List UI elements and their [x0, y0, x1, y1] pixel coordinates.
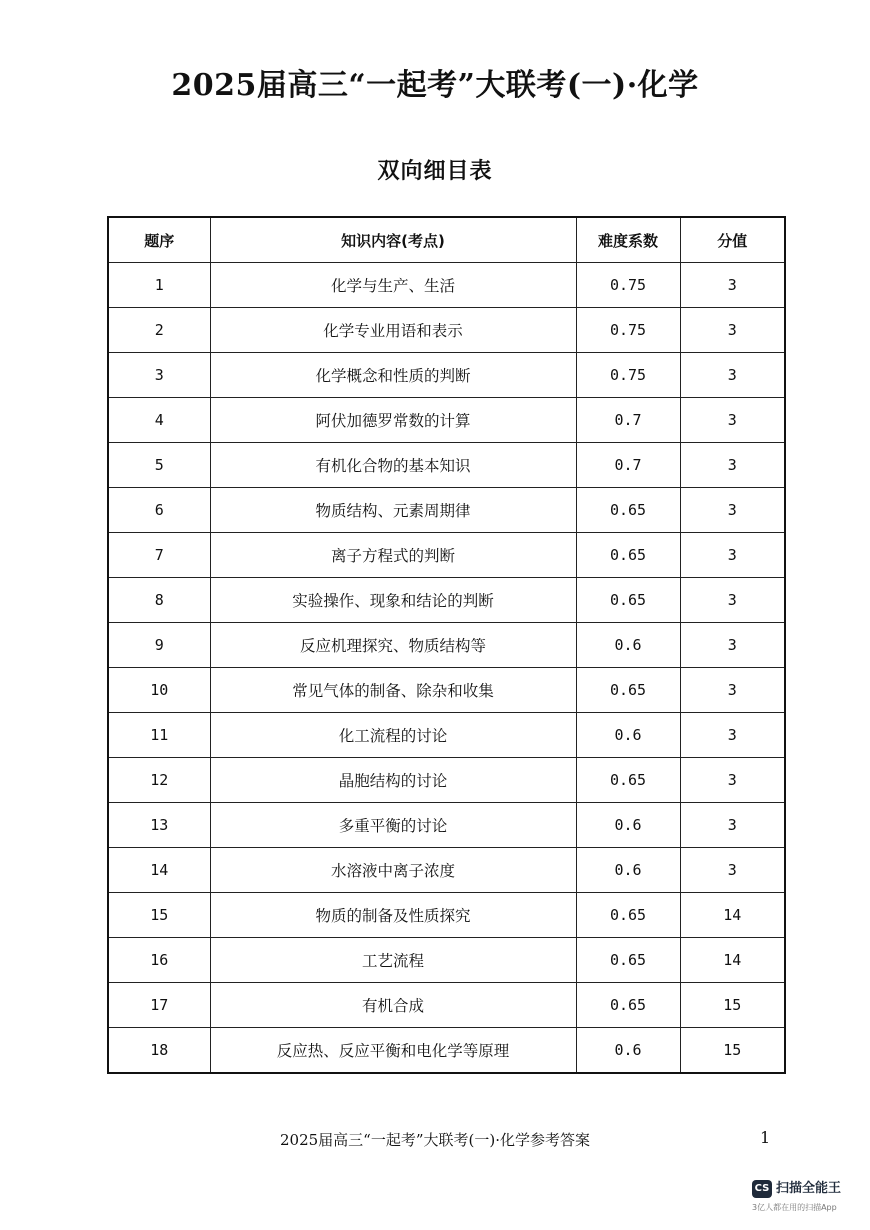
cell-difficulty: 0.75: [576, 308, 680, 353]
cell-question-number: 12: [108, 758, 210, 803]
cell-question-number: 16: [108, 938, 210, 983]
cell-knowledge-content: 有机合成: [210, 983, 576, 1028]
section-title: 双向细目表: [377, 159, 493, 184]
table-row: [108, 308, 785, 353]
table-row: [108, 533, 785, 578]
table-row: [108, 488, 785, 533]
cell-knowledge-content: 多重平衡的讨论: [210, 803, 576, 848]
table-row: [108, 443, 785, 488]
cell-score: 3: [680, 488, 785, 533]
table-row: [108, 803, 785, 848]
header-difficulty: 难度系数: [576, 217, 680, 263]
table-row: [108, 263, 785, 308]
cell-score: 3: [680, 353, 785, 398]
cell-knowledge-content: 反应机理探究、物质结构等: [210, 623, 576, 668]
cell-score: 3: [680, 398, 785, 443]
cell-score: 3: [680, 533, 785, 578]
cell-knowledge-content: 化学与生产、生活: [210, 263, 576, 308]
cell-knowledge-content: 常见气体的制备、除杂和收集: [210, 668, 576, 713]
table-row: [108, 1028, 785, 1074]
cell-knowledge-content: 化学概念和性质的判断: [210, 353, 576, 398]
cell-knowledge-content: 物质结构、元素周期律: [210, 488, 576, 533]
cell-score: 3: [680, 758, 785, 803]
cell-score: 15: [680, 1028, 785, 1074]
cell-difficulty: 0.65: [576, 488, 680, 533]
header-score: 分值: [680, 217, 785, 263]
cell-score: 3: [680, 263, 785, 308]
table-header-row: [108, 217, 785, 263]
table-row: [108, 623, 785, 668]
cell-difficulty: 0.65: [576, 893, 680, 938]
cell-difficulty: 0.65: [576, 758, 680, 803]
table-row: [108, 893, 785, 938]
table-row: [108, 938, 785, 983]
cell-knowledge-content: 化工流程的讨论: [210, 713, 576, 758]
cell-knowledge-content: 阿伏加德罗常数的计算: [210, 398, 576, 443]
watermark-name: 扫描全能王: [776, 1181, 842, 1196]
cell-difficulty: 0.65: [576, 533, 680, 578]
cell-question-number: 8: [108, 578, 210, 623]
cell-knowledge-content: 离子方程式的判断: [210, 533, 576, 578]
cell-question-number: 4: [108, 398, 210, 443]
table-body: [108, 263, 785, 1074]
cell-question-number: 10: [108, 668, 210, 713]
cell-score: 14: [680, 893, 785, 938]
cell-question-number: 7: [108, 533, 210, 578]
cell-difficulty: 0.6: [576, 623, 680, 668]
table-row: [108, 398, 785, 443]
header-knowledge-content: 知识内容(考点): [210, 217, 576, 263]
footer-text: 2025届高三“一起考”大联考(一)·化学参考答案: [280, 1131, 590, 1149]
cell-knowledge-content: 反应热、反应平衡和电化学等原理: [210, 1028, 576, 1074]
cell-knowledge-content: 实验操作、现象和结论的判断: [210, 578, 576, 623]
cell-question-number: 1: [108, 263, 210, 308]
cell-difficulty: 0.65: [576, 578, 680, 623]
cell-score: 3: [680, 578, 785, 623]
cell-difficulty: 0.7: [576, 443, 680, 488]
cell-question-number: 9: [108, 623, 210, 668]
cell-difficulty: 0.6: [576, 803, 680, 848]
cell-question-number: 11: [108, 713, 210, 758]
cell-difficulty: 0.6: [576, 1028, 680, 1074]
table-row: [108, 983, 785, 1028]
cell-difficulty: 0.7: [576, 398, 680, 443]
cell-knowledge-content: 水溶液中离子浓度: [210, 848, 576, 893]
cell-question-number: 5: [108, 443, 210, 488]
cell-question-number: 17: [108, 983, 210, 1028]
cell-difficulty: 0.75: [576, 353, 680, 398]
spec-table: [107, 216, 786, 1074]
table-row: [108, 713, 785, 758]
table-row: [108, 758, 785, 803]
cell-knowledge-content: 有机化合物的基本知识: [210, 443, 576, 488]
watermark-tagline: 3亿人都在用的扫描App: [752, 1203, 837, 1212]
cell-question-number: 13: [108, 803, 210, 848]
cell-score: 3: [680, 668, 785, 713]
cell-difficulty: 0.65: [576, 938, 680, 983]
cell-knowledge-content: 化学专业用语和表示: [210, 308, 576, 353]
table-row: [108, 578, 785, 623]
cell-difficulty: 0.6: [576, 713, 680, 758]
document-title: 2025届高三“一起考”大联考(一)·化学: [171, 68, 699, 103]
cell-difficulty: 0.65: [576, 668, 680, 713]
cell-score: 3: [680, 623, 785, 668]
cell-score: 3: [680, 308, 785, 353]
cell-question-number: 18: [108, 1028, 210, 1074]
cell-score: 3: [680, 713, 785, 758]
cell-knowledge-content: 物质的制备及性质探究: [210, 893, 576, 938]
cell-score: 3: [680, 803, 785, 848]
cell-question-number: 2: [108, 308, 210, 353]
cell-question-number: 3: [108, 353, 210, 398]
cell-question-number: 6: [108, 488, 210, 533]
cell-difficulty: 0.75: [576, 263, 680, 308]
cell-score: 15: [680, 983, 785, 1028]
table-row: [108, 848, 785, 893]
header-question-number: 题序: [108, 217, 210, 263]
table-row: [108, 668, 785, 713]
cell-question-number: 14: [108, 848, 210, 893]
cell-score: 3: [680, 848, 785, 893]
camscanner-logo-icon: CS: [752, 1180, 772, 1198]
page-number: 1: [760, 1128, 771, 1147]
cell-knowledge-content: 工艺流程: [210, 938, 576, 983]
table-row: [108, 353, 785, 398]
cell-knowledge-content: 晶胞结构的讨论: [210, 758, 576, 803]
cell-score: 3: [680, 443, 785, 488]
cell-score: 14: [680, 938, 785, 983]
cell-question-number: 15: [108, 893, 210, 938]
cell-difficulty: 0.6: [576, 848, 680, 893]
cell-difficulty: 0.65: [576, 983, 680, 1028]
scanner-watermark: [752, 1180, 862, 1220]
